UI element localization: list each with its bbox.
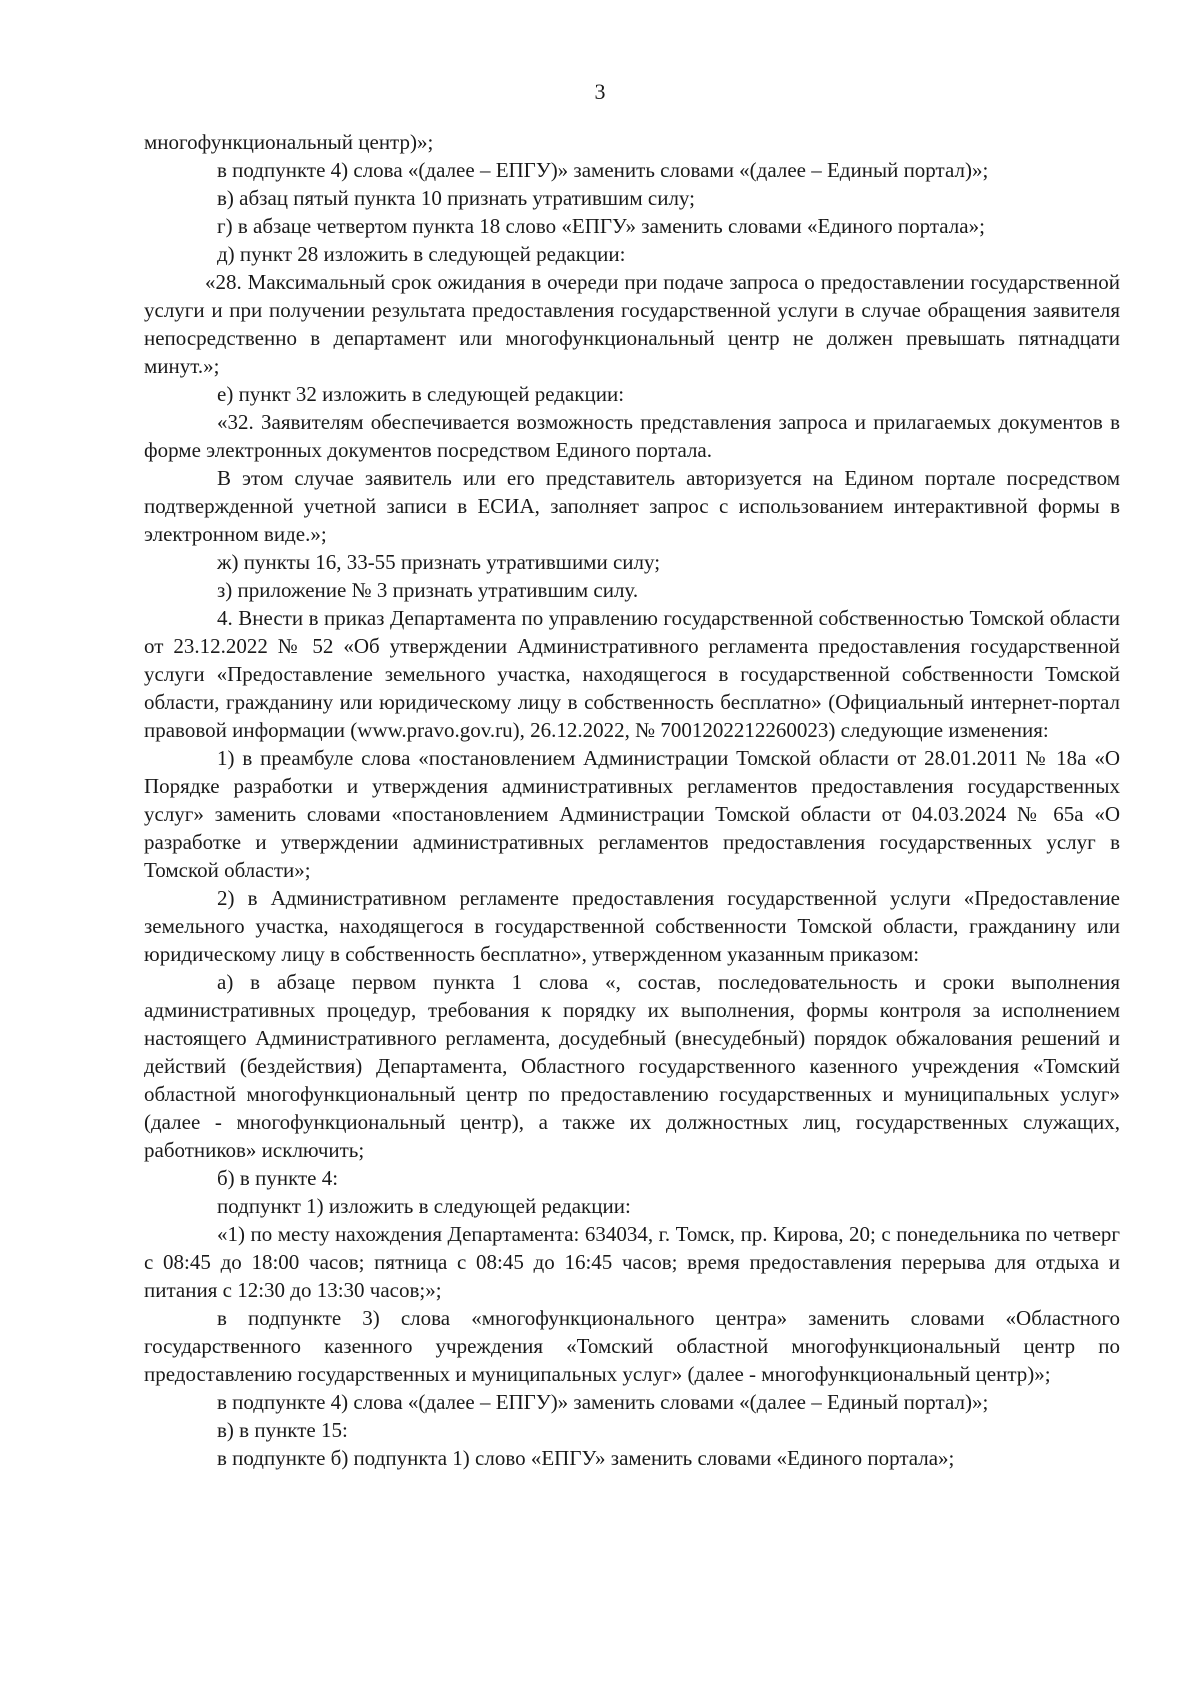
- paragraph: подпункт 1) изложить в следующей редакции:: [217, 1194, 631, 1218]
- document-body: [144, 128, 1120, 1472]
- paragraph: В этом случае заявитель или его представитель авторизуется на Едином портале посредством подтвержденной учетной записи в ЕСИА, заполняет запрос с использованием интерактивной формы в электронном виде.»;: [144, 466, 1120, 546]
- paragraph: в подпункте 4) слова «(далее – ЕПГУ)» заменить словами «(далее – Единый портал)»;: [217, 158, 989, 182]
- paragraph: з) приложение № 3 признать утратившим силу.: [217, 578, 639, 602]
- paragraph: в подпункте 3) слова «многофункционального центра» заменить словами «Областного государственного казенного учреждения «Томский областной многофункциональный центр по предоставлению государственных и муниципальных услуг» (далее - многофункциональный центр)»;: [144, 1306, 1120, 1386]
- paragraph: «28. Максимальный срок ожидания в очереди при подаче запроса о предоставлении государственной услуги и при получении результата предоставления государственной услуги в случае обращения заявителя непосредственно в департамент или многофункциональный центр не должен превышать пятнадцати минут.»;: [144, 270, 1120, 378]
- paragraph: в) абзац пятый пункта 10 признать утратившим силу;: [217, 186, 695, 210]
- paragraph: 2) в Административном регламенте предоставления государственной услуги «Предоставление земельного участка, находящегося в государственной собственности Томской области, гражданину или юридическому лицу в собственность бесплатно», утвержденном указанным приказом:: [144, 886, 1120, 966]
- paragraph: г) в абзаце четвертом пункта 18 слово «ЕПГУ» заменить словами «Единого портала»;: [217, 214, 985, 238]
- paragraph: в) в пункте 15:: [217, 1418, 348, 1442]
- paragraph: д) пункт 28 изложить в следующей редакции:: [217, 242, 626, 266]
- paragraph: «32. Заявителям обеспечивается возможность представления запроса и прилагаемых документов в форме электронных документов посредством Единого портала.: [144, 410, 1120, 462]
- paragraph: в подпункте б) подпункта 1) слово «ЕПГУ» заменить словами «Единого портала»;: [217, 1446, 955, 1470]
- paragraph: б) в пункте 4:: [217, 1166, 339, 1190]
- paragraph: а) в абзаце первом пункта 1 слова «, состав, последовательность и сроки выполнения административных процедур, требования к порядку их выполнения, формы контроля за исполнением настоящего Административного регламента, досудебный (внесудебный) порядок обжалования решений и действий (бездействия) Департамента, Областного государственного казенного учреждения «Томский областной многофункциональный центр по предоставлению государственных и муниципальных услуг» (далее - многофункциональный центр), а также их должностных лиц, государственных служащих, работников» исключить;: [144, 970, 1120, 1162]
- paragraph: в подпункте 4) слова «(далее – ЕПГУ)» заменить словами «(далее – Единый портал)»;: [217, 1390, 989, 1414]
- paragraph: 1) в преамбуле слова «постановлением Администрации Томской области от 28.01.2011 № 18а «О Порядке разработки и утверждения административных регламентов предоставления государственных услуг» заменить словами «постановлением Администрации Томской области от 04.03.2024 № 65а «О разработке и утверждении административных регламентов предоставления государственных услуг в Томской области»;: [144, 746, 1120, 882]
- paragraph: многофункциональный центр)»;: [144, 130, 434, 154]
- paragraph: ж) пункты 16, 33-55 признать утратившими силу;: [217, 550, 661, 574]
- paragraph: «1) по месту нахождения Департамента: 634034, г. Томск, пр. Кирова, 20; с понедельника по четверг с 08:45 до 18:00 часов; пятница с 08:45 до 16:45 часов; время предоставления перерыва для отдыха и питания с 12:30 до 13:30 часов;»;: [144, 1222, 1120, 1302]
- paragraph: 4. Внести в приказ Департамента по управлению государственной собственностью Томской области от 23.12.2022 № 52 «Об утверждении Административного регламента предоставления государственной услуги «Предоставление земельного участка, находящегося в государственной собственности Томской области, гражданину или юридическому лицу в собственность бесплатно» (Официальный интернет-портал правовой информации (www.pravo.gov.ru), 26.12.2022, № 7001202212260023) следующие изменения:: [144, 606, 1120, 742]
- paragraph: е) пункт 32 изложить в следующей редакции:: [217, 382, 625, 406]
- page-number: 3: [594, 79, 606, 104]
